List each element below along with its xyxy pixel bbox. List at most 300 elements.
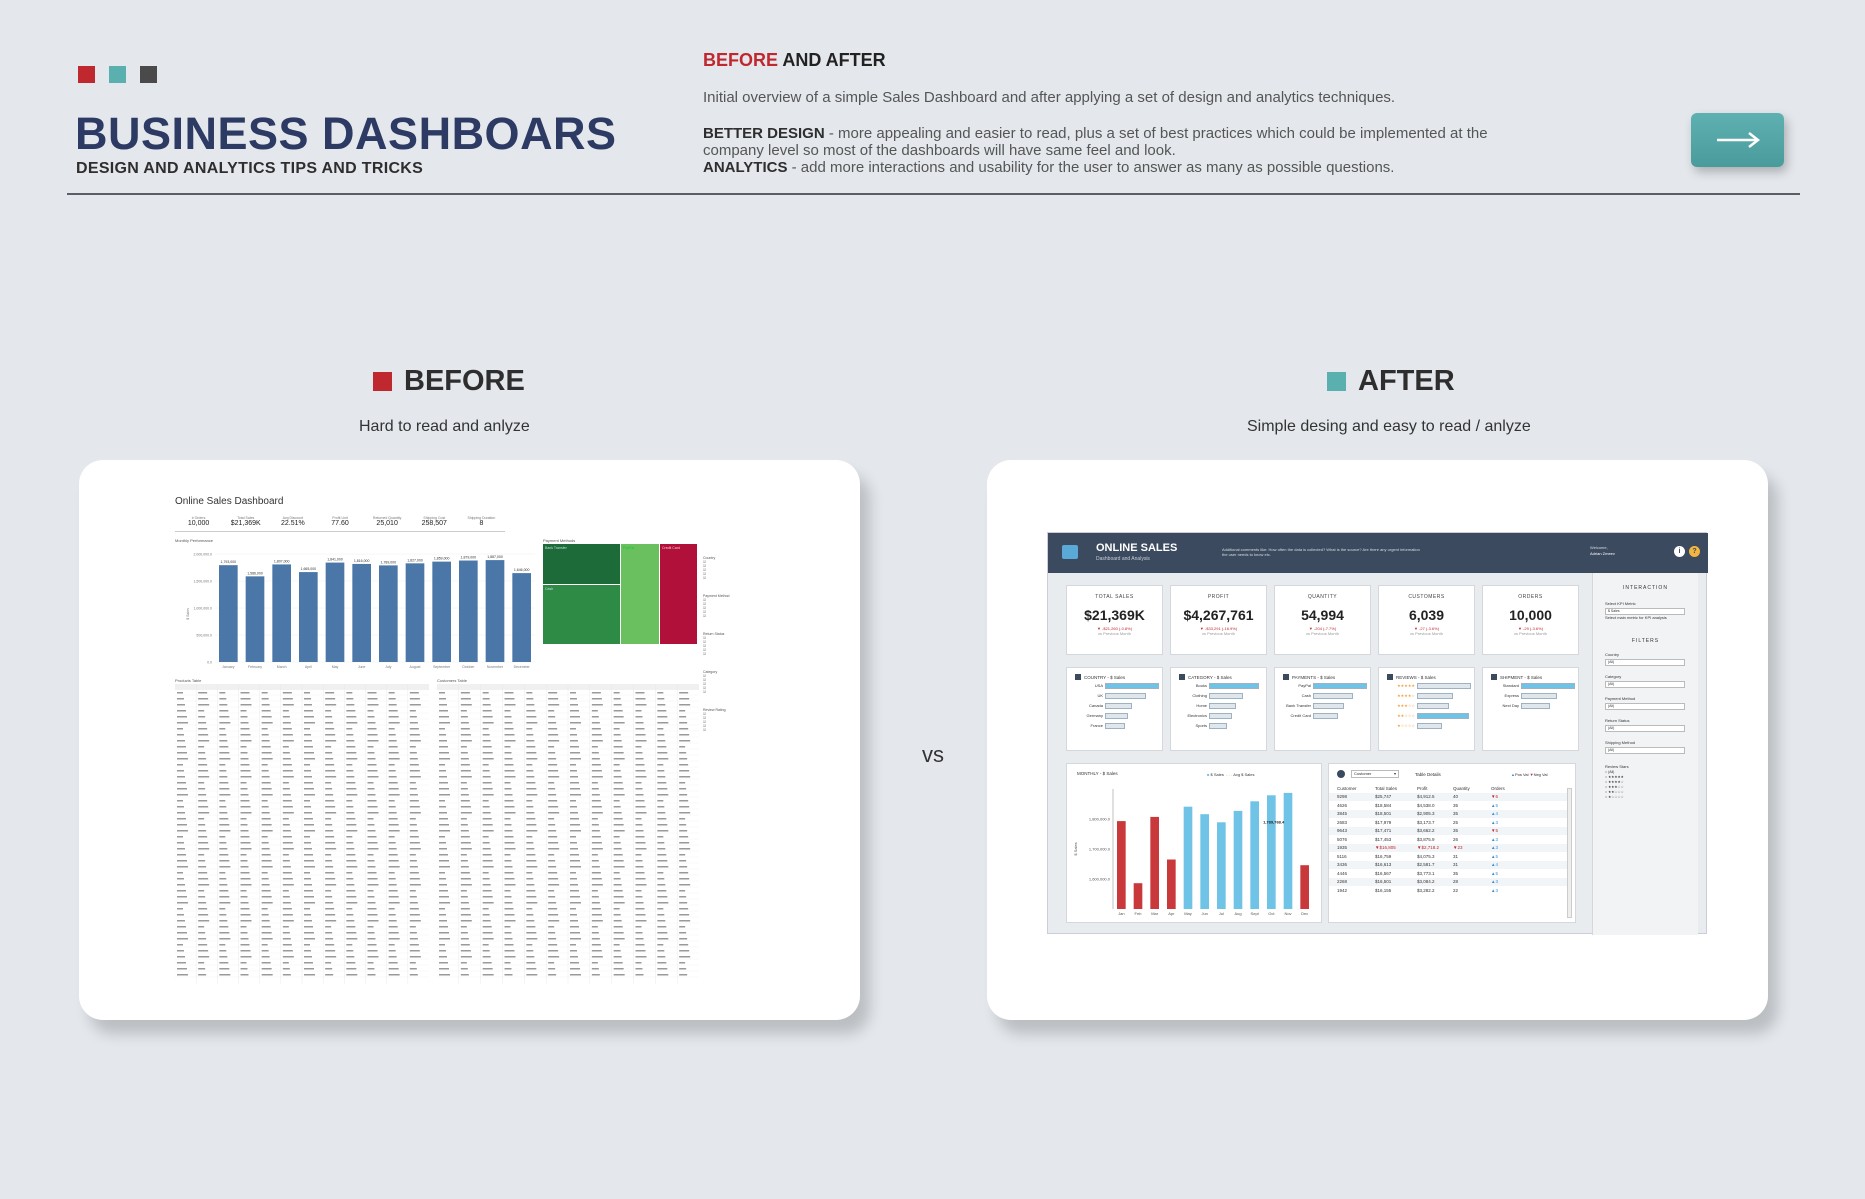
old-table-cell [325, 878, 335, 880]
old-table-cell [177, 950, 184, 952]
old-table-cell [505, 830, 513, 832]
old-table-cell [657, 710, 666, 712]
old-kpi-value: 22.51% [280, 520, 305, 527]
old-table-cell [346, 962, 355, 964]
old-table-cell [614, 830, 625, 832]
old-table-cell [177, 848, 185, 850]
old-table-cell [548, 836, 557, 838]
old-filter-label: Return Status [703, 632, 725, 636]
old-table-cell [636, 842, 646, 844]
review-radio-option[interactable]: ○ ★☆☆☆☆ [1605, 795, 1624, 799]
panel-row-label: Bank Transfer [1286, 703, 1311, 708]
old-table-cell [304, 818, 313, 820]
old-table-cell [219, 722, 230, 724]
info-icon[interactable]: i [1674, 546, 1685, 557]
analytics-label: ANALYTICS [703, 159, 788, 176]
old-table-cell [614, 962, 623, 964]
old-table-cell [283, 710, 289, 712]
old-category-label: December [513, 665, 530, 669]
old-table-cell [241, 716, 248, 718]
checkbox-icon[interactable]: ☑ [703, 678, 707, 682]
old-table-cell [304, 866, 315, 868]
old-table-cell [526, 848, 534, 850]
table-title: Table Details [1415, 772, 1441, 777]
chevron-down-icon: ▾ [1393, 771, 1396, 776]
old-table-cell [636, 830, 644, 832]
old-table-cell [439, 926, 448, 928]
old-table-cell [325, 932, 332, 934]
column-header[interactable]: Orders [1491, 785, 1505, 791]
old-table-cell [548, 950, 558, 952]
old-table-cell [219, 932, 229, 934]
checkbox-icon[interactable]: ☑ [703, 598, 707, 602]
old-table-cell [283, 722, 291, 724]
old-table-cell [679, 776, 690, 778]
old-kpi-label: Shipping Cost [423, 516, 446, 520]
old-filter-group [703, 556, 733, 580]
old-table-cell [570, 950, 577, 952]
old-kpi-value: 10,000 [187, 520, 210, 527]
old-table-cell [198, 716, 205, 718]
old-table-cell [657, 818, 666, 820]
old-bar-label: 1,841,000 [327, 557, 343, 562]
panel-row [1171, 711, 1266, 720]
checkbox-icon[interactable]: ☑ [703, 716, 707, 720]
old-table-cell [219, 962, 228, 964]
table-row[interactable] [1329, 869, 1569, 878]
old-table-cell [439, 800, 445, 802]
old-table-cell [410, 962, 416, 964]
next-button[interactable] [1691, 113, 1784, 167]
old-table-cell [177, 890, 186, 892]
breakdown-panel [1274, 667, 1371, 751]
column-header[interactable]: Quantity [1453, 785, 1470, 791]
old-table-cell [505, 788, 512, 790]
old-table-cell [548, 962, 554, 964]
old-kpi-value: 25,010 [376, 520, 398, 527]
old-table-cell [548, 698, 558, 700]
checkbox-icon[interactable]: ☑ [703, 564, 707, 568]
panel-row-label: ★★★★☆ [1397, 693, 1415, 698]
checkbox-icon[interactable]: ☑ [703, 560, 707, 564]
after-subtitle: Simple desing and easy to read / anlyze [1247, 418, 1531, 435]
checkbox-icon[interactable]: ☑ [703, 720, 707, 724]
checkbox-icon[interactable]: ☑ [703, 610, 707, 614]
old-table-cell [548, 692, 557, 694]
old-table-cell [679, 746, 685, 748]
review-radio-option[interactable]: ○ ★★☆☆☆ [1605, 790, 1624, 794]
old-table-cell [439, 728, 445, 730]
new-dashboard-title: ONLINE SALES [1096, 542, 1178, 554]
monthly-bar [1167, 860, 1176, 910]
old-table-cell [636, 788, 643, 790]
old-table-cell [262, 968, 272, 970]
checkbox-icon[interactable]: ☑ [703, 674, 707, 678]
column-header[interactable]: Profit [1417, 785, 1428, 791]
old-table-cell [262, 962, 271, 964]
old-table-cell [410, 770, 420, 772]
checkbox-icon[interactable]: ☑ [703, 636, 707, 640]
checkbox-icon[interactable]: ☑ [703, 686, 707, 690]
old-table-cell [657, 794, 668, 796]
panel-row-bar [1417, 723, 1442, 729]
monthly-bar [1300, 865, 1309, 909]
old-table-cell [262, 860, 272, 862]
table-selector[interactable] [1351, 770, 1399, 778]
description-block [703, 125, 1503, 176]
checkbox-icon[interactable]: ☑ [703, 652, 707, 656]
table-cell: ▲3 [1491, 845, 1498, 851]
panel-row-bar [1313, 683, 1367, 689]
old-table-cell [325, 752, 332, 754]
old-table-cell [505, 710, 511, 712]
old-table-cell [325, 692, 334, 694]
treemap-credit-card: Credit Card [660, 544, 697, 644]
old-table-cell [636, 896, 643, 898]
old-table-cell [636, 926, 642, 928]
table-cell: 5116 [1337, 853, 1347, 859]
old-table-cell [439, 788, 449, 790]
table-row[interactable] [1329, 801, 1569, 810]
old-table-cell [483, 860, 493, 862]
old-table-cell [679, 794, 687, 796]
old-table-cell [325, 716, 332, 718]
checkbox-icon[interactable]: ☑ [703, 640, 707, 644]
old-table-cell [548, 716, 555, 718]
old-table-cell [548, 956, 559, 958]
old-table-cell [177, 806, 184, 808]
old-table-cell [570, 914, 577, 916]
old-table-cell [325, 806, 335, 808]
table-cell: $3,084.2 [1417, 879, 1435, 885]
old-table-cell [614, 866, 625, 868]
filter-select[interactable]: (All) [1605, 725, 1685, 732]
table-cell: $3,282.2 [1417, 887, 1435, 893]
old-table-cell [198, 842, 208, 844]
old-table-cell [177, 758, 188, 760]
old-table-cell [198, 956, 209, 958]
old-table-cell [325, 824, 332, 826]
table-row[interactable] [1329, 886, 1569, 895]
old-table-cell [325, 902, 333, 904]
old-table-cell [526, 716, 536, 718]
old-table-cell [548, 818, 554, 820]
table-cell: $4,912.5 [1417, 794, 1435, 800]
panel-row-label: ★★★★★ [1397, 683, 1415, 688]
new-dashboard [1047, 532, 1707, 934]
old-table-cell [679, 932, 686, 934]
old-table-cell [505, 854, 511, 856]
kpi-metric-select[interactable]: $ Sales [1605, 608, 1685, 615]
filter-select[interactable]: (All) [1605, 681, 1685, 688]
treemap-paypal: PayPal [621, 544, 659, 644]
old-table-cell [368, 962, 374, 964]
old-table-cell [410, 764, 419, 766]
table-row[interactable] [1329, 878, 1569, 887]
panel-row-bar [1313, 713, 1338, 719]
old-table-cell [241, 974, 249, 976]
old-table-cell [439, 848, 447, 850]
checkbox-icon[interactable]: ☑ [703, 682, 707, 686]
panel-row-bar [1209, 683, 1259, 689]
checkbox-icon[interactable]: ☑ [703, 606, 707, 610]
table-cell: ▲5 [1491, 853, 1498, 859]
old-filter-group [703, 670, 733, 694]
table-row[interactable] [1329, 793, 1569, 802]
old-table-cell [505, 770, 515, 772]
review-radio-option[interactable]: ○ ★★★★☆ [1605, 780, 1624, 784]
old-table-cell [592, 722, 600, 724]
old-table-cell [483, 962, 492, 964]
old-table-cell [570, 794, 581, 796]
old-table-cell [389, 728, 395, 730]
review-label: Review Stars [1605, 764, 1629, 769]
table-row[interactable] [1329, 818, 1569, 827]
old-table-cell [283, 704, 294, 706]
old-table-cell [304, 842, 311, 844]
checkbox-icon[interactable]: ☑ [703, 644, 707, 648]
old-table-cell [346, 878, 353, 880]
old-table-cell [410, 776, 421, 778]
panel-row [1379, 681, 1474, 690]
old-monthly-chart [175, 544, 537, 672]
old-table-cell [592, 848, 603, 850]
old-table-cell [570, 878, 577, 880]
old-table-cell [439, 908, 445, 910]
panel-row [1171, 701, 1266, 710]
table-cell: ▲4 [1491, 862, 1498, 868]
filter-select[interactable]: (All) [1605, 659, 1685, 666]
old-bar [459, 561, 478, 662]
old-table-cell [657, 800, 663, 802]
old-table-cell [461, 866, 469, 868]
old-table-cell [325, 890, 331, 892]
old-table-cell [262, 842, 269, 844]
old-table-cell [198, 872, 207, 874]
old-bar [272, 564, 291, 662]
panel-row [1379, 721, 1474, 730]
old-bar-label: 1,793,000 [220, 560, 237, 565]
old-table-cell [389, 770, 396, 772]
table-scrollbar[interactable] [1567, 788, 1572, 918]
old-table-cell [548, 770, 558, 772]
column-header[interactable]: Total Sales [1375, 785, 1398, 791]
old-table-cell [346, 752, 356, 754]
table-cell: 9298 [1337, 794, 1348, 800]
old-table-cell [657, 830, 668, 832]
old-table-cell [657, 932, 667, 934]
old-table-cell [389, 890, 398, 892]
review-filter [1593, 764, 1698, 799]
old-table-cell [439, 770, 446, 772]
old-table-cell [410, 722, 418, 724]
old-table-cell [283, 752, 290, 754]
old-table-cell [389, 962, 398, 964]
old-table-cell [614, 770, 621, 772]
old-table-cell [410, 794, 418, 796]
old-table-cell [657, 872, 663, 874]
kpi-comparison: vs Previous Month [1202, 631, 1235, 636]
old-table-cell [262, 818, 271, 820]
old-table-cell [219, 854, 228, 856]
table-cell: $17,471 [1375, 828, 1392, 834]
old-table-cell [283, 734, 293, 736]
old-table-cell [410, 896, 417, 898]
old-table-cell [346, 938, 357, 940]
old-table-cell [614, 794, 625, 796]
old-bar [406, 563, 425, 662]
briefcase-icon [1062, 545, 1078, 559]
old-table-cell [657, 704, 665, 706]
old-table-cell [283, 728, 292, 730]
after-heading [1327, 365, 1455, 398]
old-table-cell [198, 788, 205, 790]
old-table-cell [410, 806, 420, 808]
old-table-cell [198, 806, 208, 808]
table-row[interactable] [1329, 835, 1569, 844]
user-name: Adrian Zmeev [1590, 551, 1615, 556]
table-row[interactable] [1329, 827, 1569, 836]
old-table-cell [548, 974, 556, 976]
old-table-cell [262, 722, 273, 724]
review-radio-option[interactable]: ○ (All) [1605, 770, 1615, 774]
old-table-cell [304, 920, 312, 922]
old-table-cell [368, 716, 375, 718]
panel-row-bar [1521, 693, 1557, 699]
checkbox-icon[interactable]: ☑ [703, 690, 707, 694]
old-table-cell [461, 944, 470, 946]
old-table-cell [679, 938, 687, 940]
old-table-cell [219, 926, 228, 928]
table-cell: 40 [1453, 794, 1459, 800]
checkbox-icon[interactable]: ☑ [703, 602, 707, 606]
old-table-cell [389, 704, 397, 706]
filter-select[interactable]: (All) [1605, 703, 1685, 710]
kpi-delta: ▼ -27 (-3.6%) [1413, 626, 1440, 631]
table-row[interactable] [1329, 861, 1569, 870]
checkbox-icon[interactable]: ☑ [703, 614, 707, 618]
old-table-cell [657, 854, 666, 856]
old-table-cell [389, 740, 397, 742]
old-payment-treemap [543, 544, 697, 644]
old-table-cell [283, 932, 290, 934]
old-table-cell [325, 710, 331, 712]
new-dashboard-header [1048, 533, 1708, 573]
old-table-cell [548, 860, 555, 862]
old-table-cell [614, 842, 621, 844]
old-bar [219, 565, 238, 662]
filter-select[interactable]: (All) [1605, 747, 1685, 754]
old-table-cell [389, 848, 397, 850]
checkbox-icon[interactable]: ☑ [703, 728, 707, 732]
old-table-cell [177, 782, 186, 784]
old-filter-label: Category [703, 670, 718, 674]
old-tick-label: 1,500,000.0 [193, 579, 212, 584]
monthly-bar [1284, 793, 1293, 909]
filters-sidebar [1592, 573, 1698, 935]
old-table-cell [325, 728, 334, 730]
checkbox-icon[interactable]: ☑ [703, 712, 707, 716]
table-row[interactable] [1329, 852, 1569, 861]
checkbox-icon[interactable]: ☑ [703, 648, 707, 652]
review-radio-option[interactable]: ○ ★★★★★ [1605, 775, 1624, 779]
panel-row-label: UK [1097, 693, 1103, 698]
old-table-cell [548, 842, 558, 844]
old-table-cell [283, 716, 290, 718]
old-table-cell [636, 728, 645, 730]
old-table-cell [177, 812, 185, 814]
old-table-cell [548, 746, 554, 748]
old-table-cell [461, 914, 471, 916]
old-table-cell [679, 872, 688, 874]
old-table-cell [283, 962, 289, 964]
table-row[interactable] [1329, 844, 1569, 853]
old-category-label: May [331, 665, 339, 669]
old-table-cell [325, 950, 335, 952]
old-table-cell [389, 758, 400, 760]
checkbox-icon[interactable]: ☑ [703, 572, 707, 576]
old-table-cell [461, 854, 467, 856]
old-table-cell [461, 842, 471, 844]
old-table-cell [389, 878, 396, 880]
old-table-cell [505, 920, 516, 922]
help-icon[interactable]: ? [1689, 546, 1700, 557]
checkbox-icon[interactable]: ☑ [703, 576, 707, 580]
old-table-cell [219, 860, 229, 862]
old-table-cell [283, 692, 292, 694]
old-table-cell [483, 788, 493, 790]
old-table-cell [439, 890, 448, 892]
old-table-cell [346, 908, 352, 910]
old-table-cell [368, 842, 378, 844]
old-filter-group [703, 594, 733, 618]
old-table-cell [325, 764, 334, 766]
old-table-cell [198, 932, 205, 934]
old-table-cell [219, 944, 225, 946]
old-table-cell [526, 770, 533, 772]
old-table-cell [304, 956, 312, 958]
old-kpi-label: Returned Quantity [372, 516, 402, 520]
checkbox-icon[interactable]: ☑ [703, 568, 707, 572]
old-kpi [316, 516, 363, 532]
old-table-cell [304, 692, 310, 694]
old-table-cell [679, 770, 689, 772]
kpi-value: $21,369K [1084, 607, 1145, 623]
old-table-cell [548, 866, 556, 868]
old-table-cell [657, 974, 668, 976]
old-table-cell [636, 782, 642, 784]
old-kpi-label: # Orders [191, 516, 206, 520]
details-table [1329, 784, 1569, 895]
column-header[interactable]: Customer [1337, 785, 1357, 791]
old-table-cell [241, 794, 249, 796]
old-table-cell [304, 800, 310, 802]
old-table-cell [505, 704, 516, 706]
old-table-cell [410, 716, 417, 718]
old-category-label: October [462, 665, 475, 669]
old-table-cell [346, 866, 357, 868]
checkbox-icon[interactable]: ☑ [703, 724, 707, 728]
review-radio-option[interactable]: ○ ★★★☆☆ [1605, 785, 1624, 789]
table-row[interactable] [1329, 810, 1569, 819]
old-table-cell [177, 794, 188, 796]
old-table-cell [389, 938, 400, 940]
old-table-cell [461, 878, 471, 880]
old-table-cell [636, 776, 647, 778]
new-dashboard-subtitle: Dashboard and Analysis [1096, 556, 1150, 562]
old-table-cell [262, 776, 270, 778]
filter-label: Shipping Method [1605, 740, 1636, 745]
